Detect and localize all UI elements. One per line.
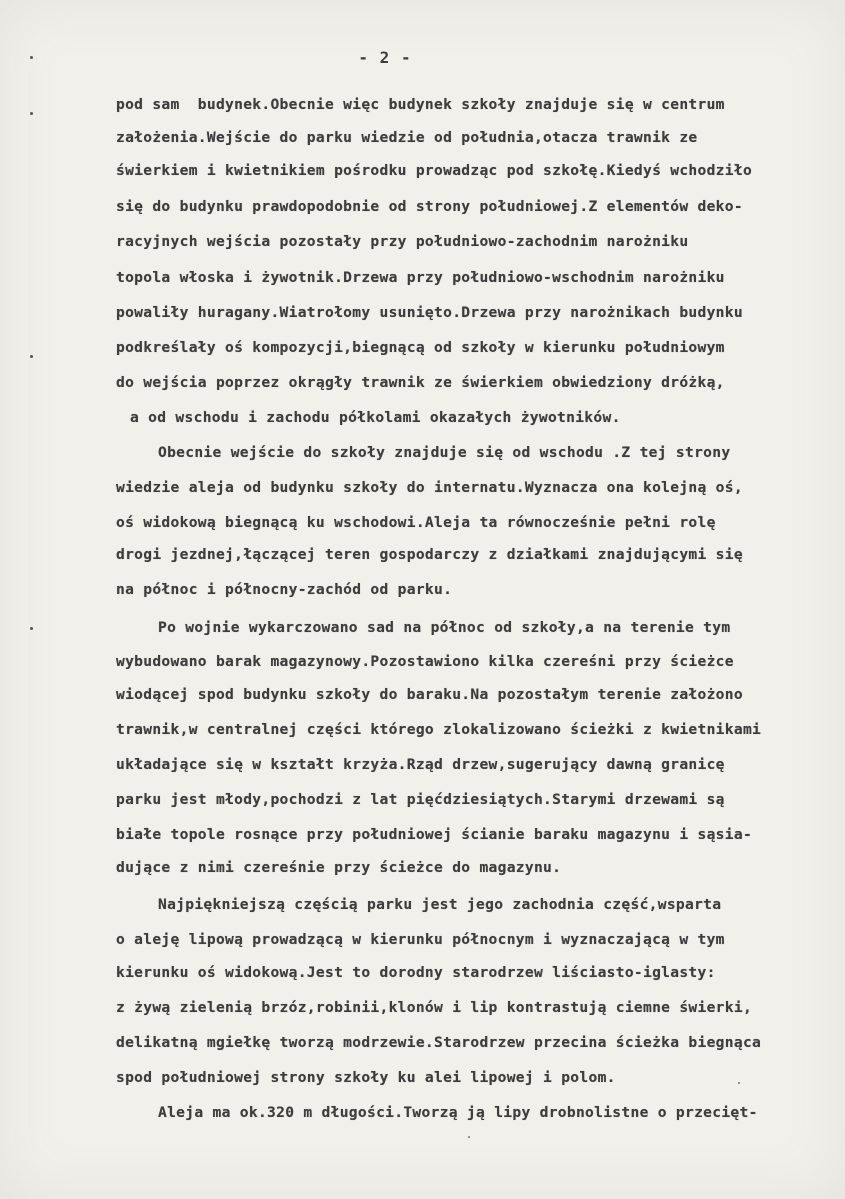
- text-line: racyjnych wejścia pozostały przy południowo-zachodnim narożniku: [116, 233, 689, 250]
- page-number: - 2 -: [358, 48, 412, 67]
- text-line: na północ i północny-zachód od parku.: [116, 581, 453, 598]
- text-line: białe topole rosnące przy południowej ścianie baraku magazynu i sąsia-: [116, 826, 753, 843]
- text-line: delikatną mgiełkę tworzą modrzewie.Starodrzew przecina ścieżka biegnąca: [116, 1034, 762, 1051]
- margin-mark: [30, 355, 33, 358]
- paragraph-first-line: Najpiękniejszą częścią parku jest jego zachodnia część,wsparta: [158, 896, 722, 913]
- text-line: drogi jezdnej,łączącej teren gospodarczy z działkami znajdującymi się: [116, 546, 743, 563]
- text-line: powaliły huragany.Wiatrołomy usunięto.Drzewa przy narożnikach budynku: [116, 304, 743, 321]
- text-line: spod południowej strony szkoły ku alei lipowej i polom.: [116, 1069, 616, 1086]
- text-line: a od wschodu i zachodu półkolami okazałych żywotników.: [130, 409, 621, 426]
- text-line: oś widokową biegnącą ku wschodowi.Aleja ta równocześnie pełni rolę: [116, 514, 716, 531]
- text-line: świerkiem i kwietnikiem pośrodku prowadząc pod szkołę.Kiedyś wchodziło: [116, 162, 753, 179]
- text-line: trawnik,w centralnej części którego zlokalizowano ścieżki z kwietnikami: [116, 721, 762, 738]
- text-line: kierunku oś widokową.Jest to dorodny starodrzew liściasto-iglasty:: [116, 964, 716, 981]
- paragraph-first-line: Aleja ma ok.320 m długości.Tworzą ją lipy drobnolistne o przecięt-: [158, 1104, 758, 1121]
- paper-speck: [738, 1082, 740, 1084]
- text-line: wiedzie aleja od budynku szkoły do internatu.Wyznacza ona kolejną oś,: [116, 479, 743, 496]
- margin-mark: [30, 627, 33, 630]
- text-line: do wejścia poprzez okrągły trawnik ze świerkiem obwiedziony dróżką,: [116, 374, 725, 391]
- text-line: układające się w kształt krzyża.Rząd drzew,sugerujący dawną granicę: [116, 756, 725, 773]
- text-line: dujące z nimi czereśnie przy ścieżce do magazynu.: [116, 859, 562, 876]
- text-line: założenia.Wejście do parku wiedzie od południa,otacza trawnik ze: [116, 129, 698, 146]
- text-line: podkreślały oś kompozycji,biegnącą od szkoły w kierunku południowym: [116, 339, 725, 356]
- text-line: pod sam budynek.Obecnie więc budynek szkoły znajduje się w centrum: [116, 96, 725, 113]
- text-line: się do budynku prawdopodobnie od strony południowej.Z elementów deko-: [116, 198, 743, 215]
- text-line: wybudowano barak magazynowy.Pozostawiono kilka czereśni przy ścieżce: [116, 653, 734, 670]
- text-line: z żywą zielenią brzóz,robinii,klonów i lip kontrastują ciemne świerki,: [116, 999, 753, 1016]
- text-line: topola włoska i żywotnik.Drzewa przy południowo-wschodnim narożniku: [116, 269, 725, 286]
- paragraph-first-line: Obecnie wejście do szkoły znajduje się od wschodu .Z tej strony: [158, 444, 731, 461]
- text-line: o aleję lipową prowadzącą w kierunku północnym i wyznaczającą w tym: [116, 931, 725, 948]
- paper-speck: [468, 1136, 470, 1138]
- paragraph-first-line: Po wojnie wykarczowano sad na północ od szkoły,a na terenie tym: [158, 619, 731, 636]
- margin-mark: [30, 56, 33, 59]
- text-line: wiodącej spod budynku szkoły do baraku.Na pozostałym terenie założono: [116, 686, 743, 703]
- text-line: parku jest młody,pochodzi z lat pięćdziesiątych.Starymi drzewami są: [116, 791, 725, 808]
- margin-mark: [30, 112, 33, 115]
